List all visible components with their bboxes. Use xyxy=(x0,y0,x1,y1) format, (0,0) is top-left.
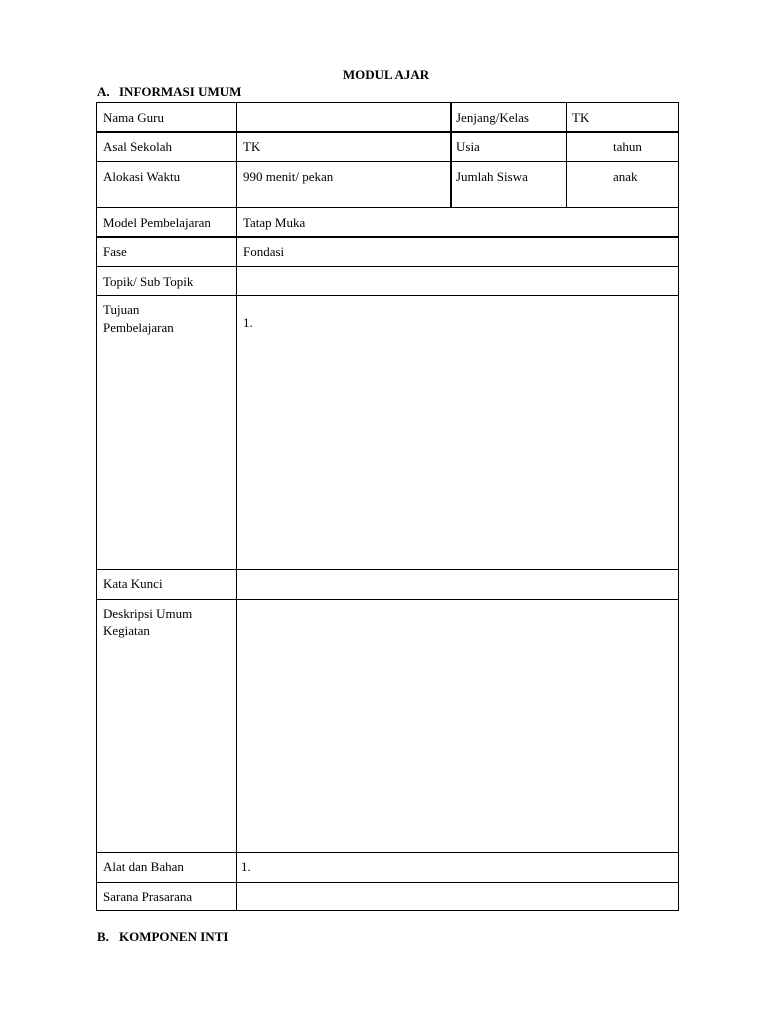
row-divider xyxy=(97,852,678,853)
row-divider xyxy=(97,266,678,267)
row-divider xyxy=(97,599,678,600)
column-divider xyxy=(450,103,452,207)
tujuan-label-line2: Pembelajaran xyxy=(103,320,174,335)
jenjang-kelas-label: Jenjang/Kelas xyxy=(456,110,529,125)
row-divider xyxy=(97,236,678,238)
model-pembelajaran-label: Model Pembelajaran xyxy=(103,215,211,230)
row-divider xyxy=(97,295,678,296)
deskripsi-label-line2: Kegiatan xyxy=(103,623,150,638)
jumlah-siswa-value[interactable]: anak xyxy=(613,169,638,184)
usia-value[interactable]: tahun xyxy=(613,139,642,154)
column-divider xyxy=(566,103,567,207)
topik-label: Topik/ Sub Topik xyxy=(103,274,194,289)
usia-label: Usia xyxy=(456,139,480,154)
asal-sekolah-label: Asal Sekolah xyxy=(103,139,172,154)
alat-bahan-label: Alat dan Bahan xyxy=(103,859,184,874)
deskripsi-label-line1: Deskripsi Umum xyxy=(103,606,193,621)
section-a-heading xyxy=(97,84,241,100)
jenjang-kelas-value[interactable]: TK xyxy=(572,110,590,125)
info-table xyxy=(96,102,679,911)
row-divider xyxy=(97,131,678,133)
document-title: MODUL AJAR xyxy=(342,67,430,82)
section-a-number: A. xyxy=(97,84,110,99)
jumlah-siswa-label: Jumlah Siswa xyxy=(456,169,528,184)
section-a-title: INFORMASI UMUM xyxy=(119,84,242,99)
tujuan-value[interactable]: 1. xyxy=(243,315,253,330)
row-divider xyxy=(97,882,678,883)
section-b-title: KOMPONEN INTI xyxy=(119,929,229,944)
section-b-number: B. xyxy=(97,929,109,944)
fase-label: Fase xyxy=(103,244,127,259)
nama-guru-label: Nama Guru xyxy=(103,110,165,125)
alokasi-waktu-value[interactable]: 990 menit/ pekan xyxy=(243,169,334,184)
alokasi-waktu-label: Alokasi Waktu xyxy=(103,169,181,184)
row-divider xyxy=(97,161,678,162)
alat-bahan-value[interactable]: 1. xyxy=(241,859,251,874)
tujuan-label-line1: Tujuan xyxy=(103,302,140,317)
sarana-label: Sarana Prasarana xyxy=(103,889,193,904)
row-divider xyxy=(97,207,678,208)
section-b-heading xyxy=(97,929,228,945)
model-pembelajaran-value[interactable]: Tatap Muka xyxy=(243,215,306,230)
row-divider xyxy=(97,569,678,570)
fase-value[interactable]: Fondasi xyxy=(243,244,285,259)
column-divider xyxy=(236,103,237,910)
kata-kunci-label: Kata Kunci xyxy=(103,576,163,591)
asal-sekolah-value[interactable]: TK xyxy=(243,139,261,154)
